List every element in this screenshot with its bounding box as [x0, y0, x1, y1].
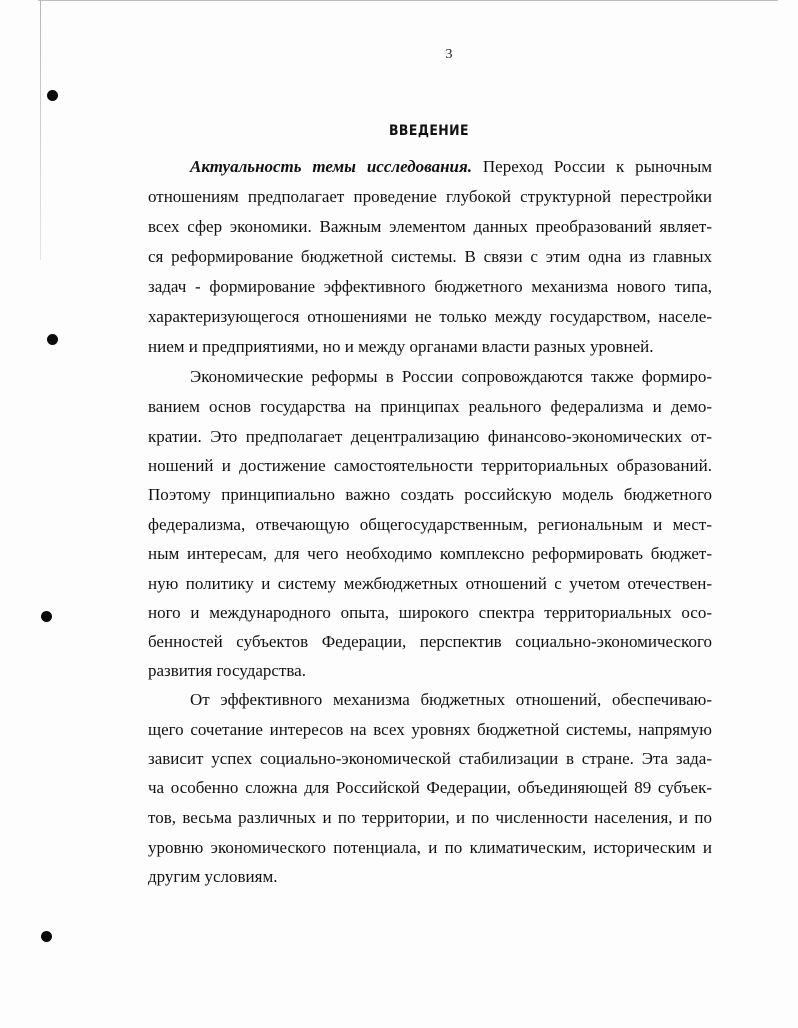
- paragraph-line: федерализма, отвечающую общегосударственным, региональным и мест-: [148, 515, 712, 534]
- paragraph-text: Переход России к рыночным: [472, 157, 713, 176]
- paragraph-line: ную политику и систему межбюджетных отношений с учетом отечествен-: [148, 574, 712, 593]
- binding-hole-mark: [47, 90, 58, 101]
- paragraph-line: всех сфер экономики. Важным элементом данных преобразований являет-: [148, 217, 712, 236]
- paragraph-line: бенностей субъектов Федерации, перспектив социально-экономического: [148, 632, 712, 651]
- paragraph-line: ся реформирование бюджетной системы. В связи с этим одна из главных: [148, 247, 712, 266]
- paragraph-line: задач - формирование эффективного бюджетного механизма нового типа,: [148, 277, 712, 296]
- paragraph-line: [190, 157, 712, 177]
- binding-hole-mark: [47, 334, 58, 345]
- paragraph-line: другим условиям.: [148, 867, 278, 886]
- paragraph-line: щего сочетание интересов на всех уровнях бюджетной системы, напрямую: [148, 720, 712, 739]
- paragraph-line: Экономические реформы в России сопровождаются также формиро-: [190, 367, 712, 386]
- paragraph-line: ного и международного опыта, широкого спектра территориальных осо-: [148, 603, 712, 622]
- binding-hole-mark: [41, 611, 52, 622]
- paragraph-line: ношений и достижение самостоятельности территориальных образований.: [148, 456, 712, 475]
- paragraph-line: развития государства.: [148, 661, 306, 680]
- paragraph-line: ча особенно сложна для Российской Федерации, объединяющей 89 субъек-: [148, 778, 712, 797]
- paragraph-line: От эффективного механизма бюджетных отношений, обеспечиваю-: [190, 690, 712, 709]
- paragraph-line: Поэтому принципиально важно создать российскую модель бюджетного: [148, 485, 712, 504]
- section-heading: ВВЕДЕНИЕ: [388, 123, 469, 139]
- paragraph-line: нием и предприятиями, но и между органами власти разных уровней.: [148, 337, 654, 356]
- scan-margin-line: [40, 0, 41, 260]
- paragraph-line: зависит успех социально-экономической стабилизации в стране. Эта зада-: [148, 749, 712, 768]
- page-number: 3: [445, 47, 453, 62]
- paragraph-lead: Актуальность темы исследования.: [190, 157, 473, 176]
- paragraph-line: ванием основ государства на принципах реального федерализма и демо-: [148, 397, 712, 416]
- paragraph-line: кратии. Это предполагает децентрализацию финансово-экономических от-: [148, 427, 712, 446]
- scan-top-edge: [38, 0, 778, 7]
- paragraph-line: уровню экономического потенциала, и по климатическим, историческим и: [148, 838, 712, 857]
- binding-hole-mark: [41, 931, 52, 942]
- paragraph-line: тов, весьма различных и по территории, и по численности населения, и по: [148, 808, 712, 827]
- paragraph-line: характеризующегося отношениями не только между государством, населе-: [148, 307, 712, 326]
- paragraph-line: ным интересам, для чего необходимо комплексно реформировать бюджет-: [148, 544, 712, 563]
- paragraph-line: отношениям предполагает проведение глубокой структурной перестройки: [148, 187, 712, 206]
